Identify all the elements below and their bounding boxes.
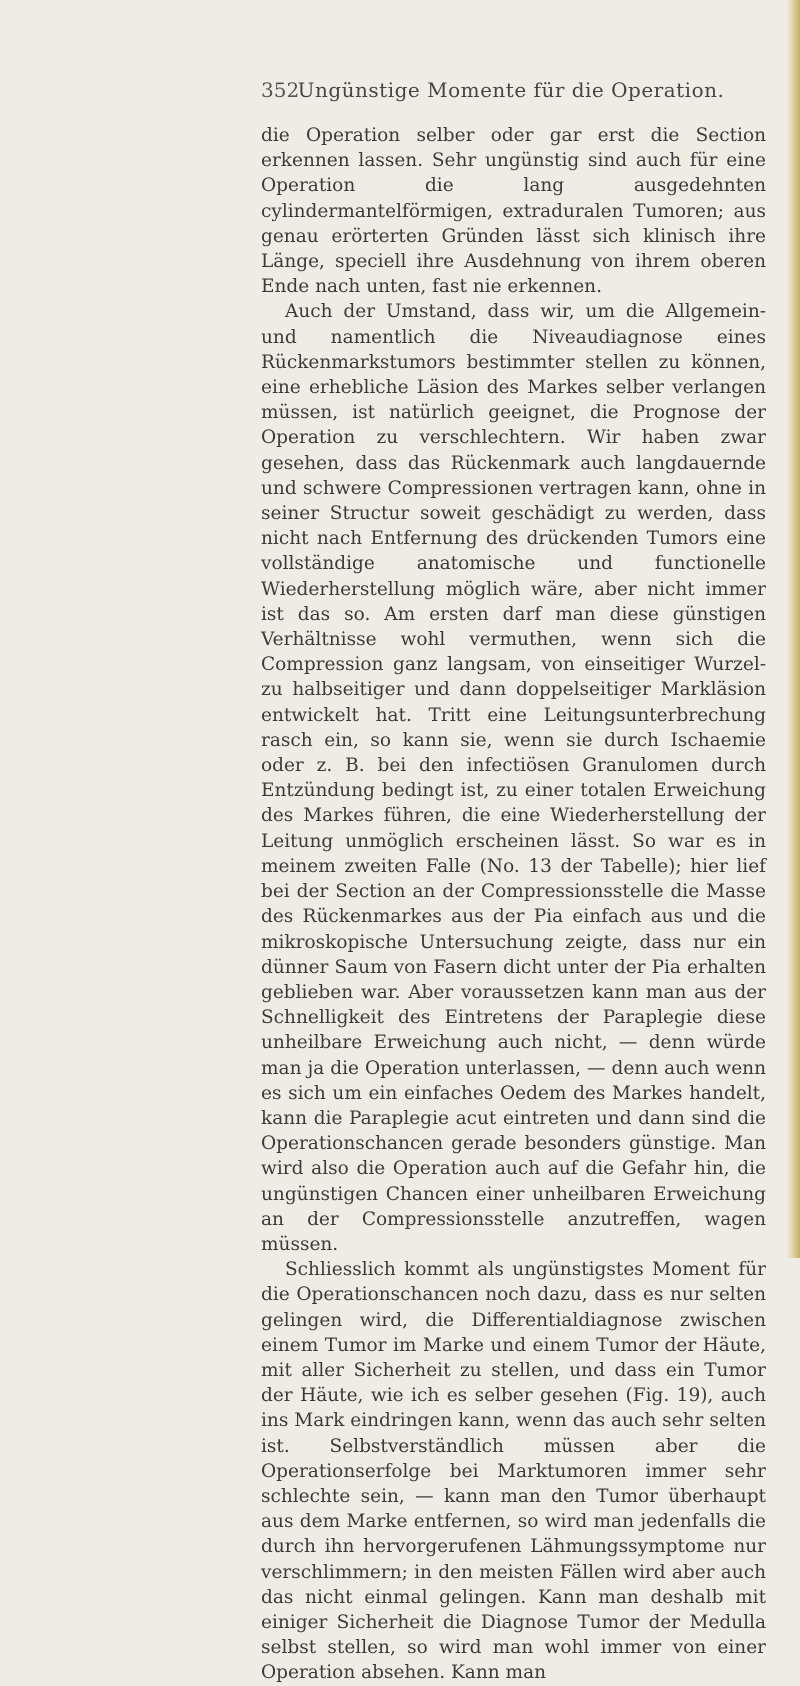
page-number: 352 bbox=[261, 78, 300, 102]
paragraph: die Operation selber oder gar erst die Section erkennen lassen. Sehr ungünstig sind auch für eine Operation die lang ausgedehnten cylindermantelförmigen, extraduralen Tumoren; aus genau erörterten Gründen lässt sich klinisch ihre Länge, speciell ihre Ausdehnung von ihrem oberen Ende nach unten, fast nie erkennen. bbox=[261, 125, 766, 298]
page-header bbox=[261, 78, 761, 108]
paragraph: Schliesslich kommt als ungünstigstes Moment für die Operationschancen noch dazu, dass es nur selten gelingen wird, die Differentialdiagnose zwischen einem Tumor im Marke und einem Tumor der Häute, mit aller Sicherheit zu stellen, und dass ein Tumor der Häute, wie ich es selber gesehen (Fig. 19), auch ins Mark eindringen kann, wenn das auch sehr selten ist. Selbstverständlich müssen aber die Operationserfolge bei Marktumoren immer sehr schlechte sein, — kann man den Tumor überhaupt aus dem Marke entfernen, so wird man jedenfalls die durch ihn hervorgerufenen Lähmungssymptome nur verschlimmern; in den meisten Fällen wird aber auch das nicht einmal gelingen. Kann man deshalb mit einiger Sicherheit die Diagnose Tumor der Medulla selbst stellen, so wird man wohl immer von einer Operation absehen. Kann man bbox=[261, 1259, 766, 1684]
paragraph: Auch der Umstand, dass wir, um die Allgemein- und namentlich die Niveaudiagnose eines Rückenmarkstumors bestimmter stellen zu können, eine erhebliche Läsion des Markes selber verlangen müssen, ist natürlich geeignet, die Prognose der Operation zu verschlechtern. Wir haben zwar gesehen, dass das Rückenmark auch langdauernde und schwere Compressionen vertragen kann, ohne in seiner Structur soweit geschädigt zu werden, dass nicht nach Entfernung des drückenden Tumors eine vollständige anatomische und functionelle Wiederherstellung möglich wäre, aber nicht immer ist das so. Am ersten darf man diese günstigen Verhältnisse wohl vermuthen, wenn sich die Compression ganz langsam, von einseitiger Wurzel- zu halbseitiger und dann doppelseitiger Markläsion entwickelt hat. Tritt eine Leitungsunterbrechung rasch ein, so kann sie, wenn sie durch Ischaemie oder z. B. bei den infectiösen Granulomen durch Entzündung bedingt ist, zu einer totalen Erweichung des Markes führen, die eine Wiederherstellung der Leitung unmöglich erscheinen lässt. So war es in meinem zweiten Falle (No. 13 der Tabelle); hier lief bei der Section an der Compressionsstelle die Masse des Rückenmarkes aus der Pia einfach aus und die mikroskopische Untersuchung zeigte, dass nur ein dünner Saum von Fasern dicht unter der Pia erhalten geblieben war. Aber voraussetzen kann man aus der Schnelligkeit des Eintretens der Paraplegie diese unheilbare Erweichung auch nicht, — denn würde man ja die Operation unterlassen, — denn auch wenn es sich um ein einfaches Oedem des Markes handelt, kann die Paraplegie acut eintreten und dann sind die Operationschancen gerade besonders günstige. Man wird also die Operation auch auf die Gefahr hin, die ungünstigen Chancen einer unheilbaren Erweichung an der Compressionsstelle anzutreffen, wagen müssen. bbox=[261, 301, 766, 1255]
running-title: Ungünstige Momente für die Operation. bbox=[297, 78, 725, 102]
page-edge bbox=[786, 0, 800, 1258]
body-text bbox=[261, 123, 766, 1686]
